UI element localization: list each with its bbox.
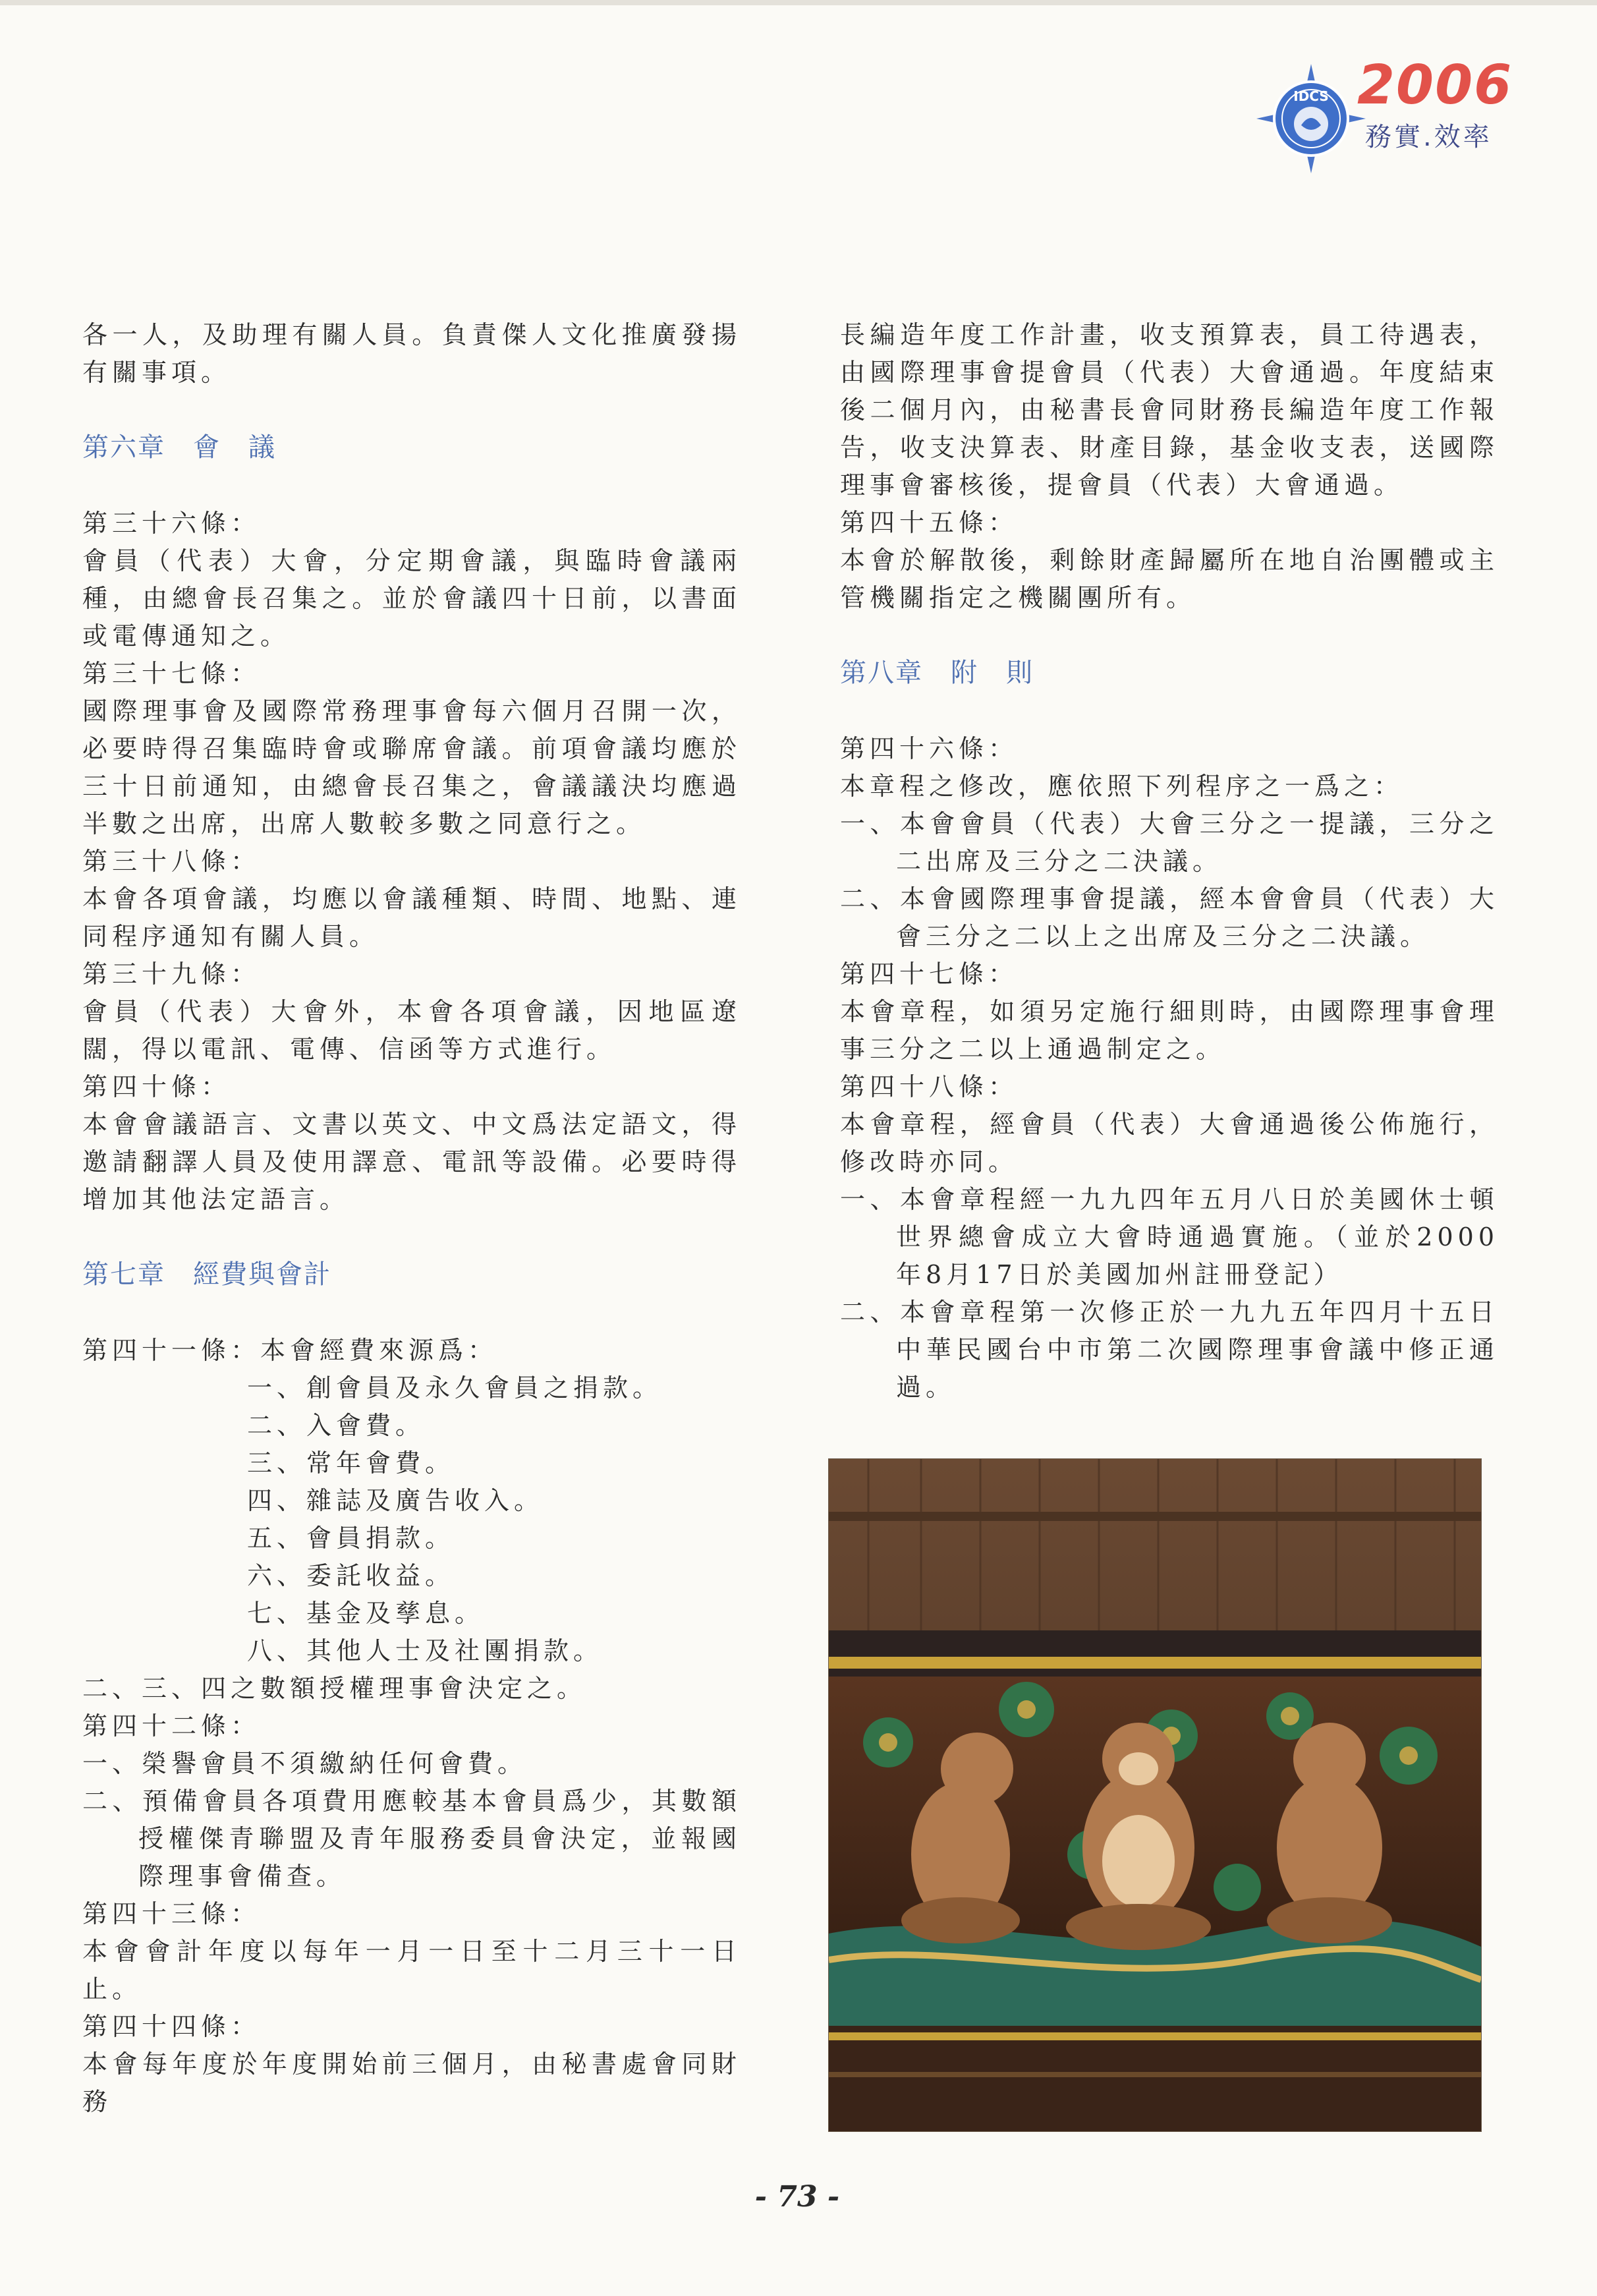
chapter-heading: 第六章 會 議 [82,432,276,463]
paragraph: 第四十條： [82,1072,231,1101]
paragraph: 會員（代表）大會外，本會各項會議，因地區遼闊，得以電訊、電傳、信函等方式進行。 [82,997,741,1064]
paragraph: 本會於解散後，剩餘財產歸屬所在地自治團體或主管機關指定之機關團所有。 [840,546,1499,612]
paragraph: 第四十五條： [840,508,1019,537]
paragraph: 國際理事會及國際常務理事會每六個月召開一次，必要時得召集臨時會或聯席會議。前項會議均應於三十日前通知，由總會長召集之，會議議決均應過半數之出席，出席人數較多數之同意行之。 [82,697,741,838]
list-item: 八、其他人士及社團捐款。 [247,1636,603,1665]
idcs-logo [1255,63,1367,175]
numbered-clause: 二、本會章程第一次修正於一九九五年四月十五日中華民國台中市第二次國際理事會議中修正通過。 [840,1298,1499,1402]
numbered-clause: 二、預備會員各項費用應較基本會員爲少，其數額授權傑青聯盟及青年服務委員會決定，並報國際理事會備查。 [82,1787,741,1891]
numbered-clause: 一、本會章程經一九九四年五月八日於美國休士頓世界總會成立大會時通過實施。（並於2000年8月17日於美國加州註冊登記） [840,1185,1499,1289]
paragraph: 第三十七條： [82,659,261,688]
paragraph: 二、三、四之數額授權理事會決定之。 [82,1674,587,1703]
paragraph: 各一人，及助理有關人員。負責傑人文化推廣發揚有關事項。 [82,320,741,387]
paragraph: 長編造年度工作計畫，收支預算表，員工待遇表，由國際理事會提會員（代表）大會通過。年度結束後二個月內，由秘書長會同財務長編造年度工作報告，收支決算表、財產目錄，基金收支表，送國際理事會審核後，提會員（代表）大會通過。 [840,320,1499,500]
list-item: 三、常年會費。 [247,1449,455,1478]
paragraph: 第四十二條： [82,1711,261,1740]
paragraph: 第四十一條：本會經費來源爲： [82,1336,498,1365]
paragraph: 第三十九條： [82,960,261,989]
paragraph: 本會每年度於年度開始前三個月，由秘書處會同財務 [82,2050,741,2116]
svg-text:IDCS: IDCS [1293,88,1329,104]
paragraph: 第四十七條： [840,960,1019,989]
numbered-clause: 一、本會會員（代表）大會三分之一提議，三分之二出席及三分之二決議。 [840,809,1499,876]
right-text-column [840,316,1499,1406]
paragraph: 本章程之修改，應依照下列程序之一爲之： [840,772,1404,801]
list-item: 二、入會費。 [247,1411,426,1440]
list-item: 五、會員捐款。 [247,1524,455,1553]
header-motto: 務實.效率 [1365,122,1492,152]
numbered-clause: 二、本會國際理事會提議，經本會會員（代表）大會三分之二以上之出席及三分之二決議。 [840,884,1499,951]
list-item: 四、雜誌及廣告收入。 [247,1486,544,1515]
paragraph: 第四十六條： [840,734,1019,763]
paragraph: 第三十八條： [82,847,261,876]
paragraph: 會員（代表）大會，分定期會議，與臨時會議兩種，由總會長召集之。並於會議四十日前，以書面或電傳通知之。 [82,546,741,650]
numbered-clause: 一、榮譽會員不須繳納任何會費。 [82,1749,528,1778]
list-item: 七、基金及孳息。 [247,1599,485,1628]
page-number: - 73 - [754,2180,840,2214]
paragraph: 本會章程，如須另定施行細則時，由國際理事會理事三分之二以上通過制定之。 [840,997,1499,1064]
list-item: 一、創會員及永久會員之捐款。 [247,1373,663,1402]
paragraph: 本會各項會議，均應以會議種類、時間、地點、連同程序通知有關人員。 [82,884,741,951]
paragraph: 第四十八條： [840,1072,1019,1101]
left-text-column [82,316,741,2121]
header-year: 2006 [1357,54,1513,117]
paragraph: 本會會議語言、文書以英文、中文爲法定語文，得邀請翻譯人員及使用譯意、電訊等設備。必要時得增加其他法定語言。 [82,1110,741,1214]
paragraph: 第三十六條： [82,509,261,538]
paragraph: 第四十三條： [82,1899,261,1928]
paragraph: 本會會計年度以每年一月一日至十二月三十一日止。 [82,1937,741,2003]
top-border [0,0,1597,5]
chapter-heading: 第八章 附 則 [840,658,1034,688]
list-item: 六、委託收益。 [247,1561,455,1590]
chapter-heading: 第七章 經費與會計 [82,1259,331,1290]
paragraph: 本會章程，經會員（代表）大會通過後公佈施行，修改時亦同。 [840,1110,1499,1176]
three-monkeys-carving-photo [828,1458,1482,2132]
paragraph: 第四十四條： [82,2012,261,2041]
